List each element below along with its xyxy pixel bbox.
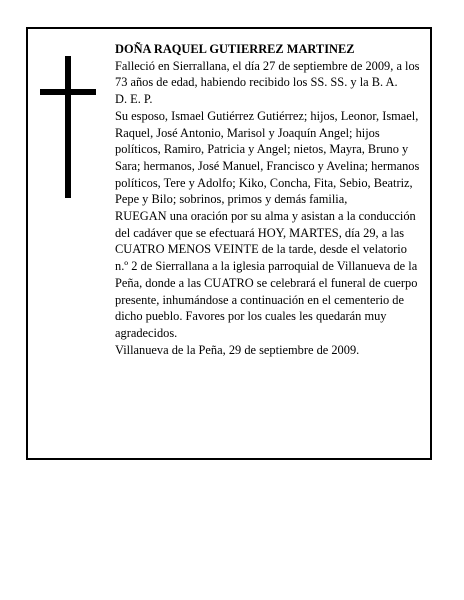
death-statement: Falleció en Sierrallana, el día 27 de septiembre de 2009, a los 73 años de edad, habiendo recibido los SS. SS. y la B. A. — [115, 58, 420, 90]
funeral-request: RUEGAN una oración por su alma y asistan a la conducción del cadáver que se efectuará HOY, MARTES, día 29, a las CUATRO MENOS VEINTE de la tarde, desde el velatorio n.º 2 de Sierrallana a la iglesia parroquial de Villanueva de la Peña, donde a las CUATRO se celebrará el funeral de cuerpo presente, inhumándose a continuación en el cementerio de dicho pueblo. Favores por los cuales les quedarán muy agradecidos. — [115, 209, 418, 340]
rip-abbreviation: D. E. P. — [115, 92, 153, 107]
cross-vertical-bar — [65, 56, 71, 198]
notice-text — [115, 41, 423, 358]
latin-cross-icon — [40, 56, 96, 198]
obituary-notice — [26, 27, 432, 460]
deceased-name: DOÑA RAQUEL GUTIERREZ MARTINEZ — [115, 42, 355, 56]
family-list: Su esposo, Ismael Gutiérrez Gutiérrez; hijos, Leonor, Ismael, Raquel, José Antonio, Marisol y Joaquín Angel; hijos políticos, Ramiro, Patricia y Angel; nietos, Mayra, Bruno y Sara; hermanos, José Manuel, Francisco y Avelina; hermanos políticos, Tere y Adolfo; Kiko, Concha, Fita, Sebio, Beatriz, Pepe y Bilo; sobrinos, primos y demás familia, — [115, 108, 420, 207]
place-and-date: Villanueva de la Peña, 29 de septiembre de 2009. — [115, 342, 360, 357]
cross-horizontal-bar — [40, 89, 96, 95]
